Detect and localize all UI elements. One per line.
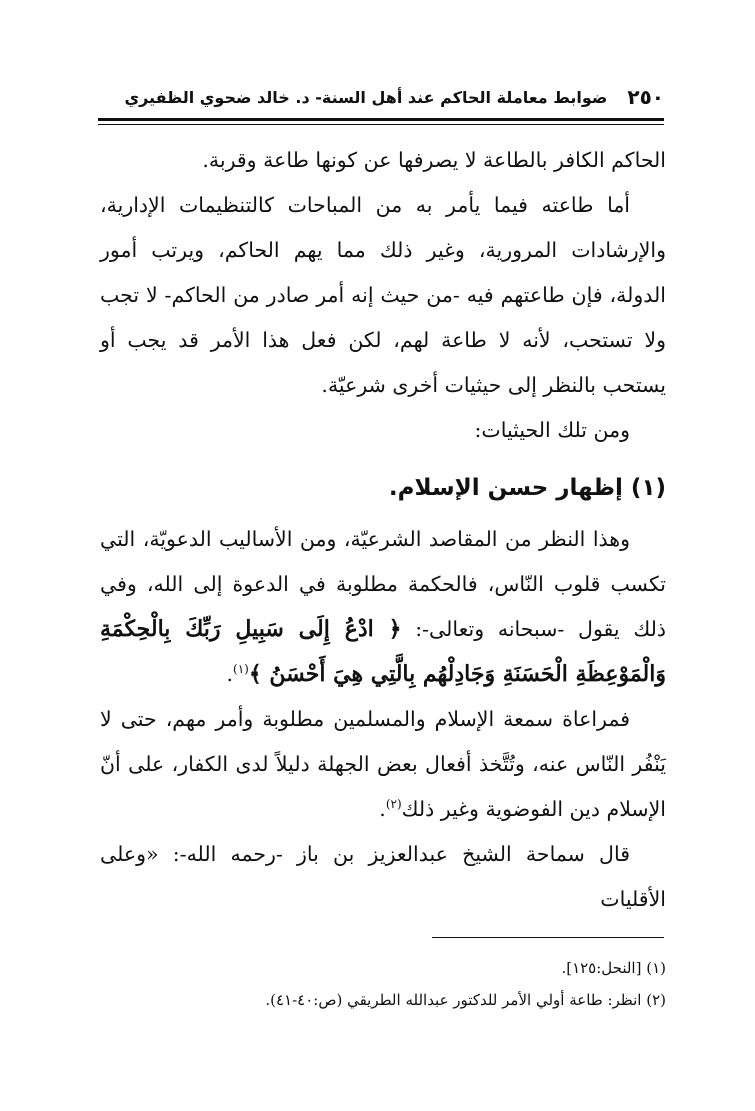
quran-verse: ﴿ ادْعُ إِلَى سَبِيلِ رَبِّكَ بِالْحِكْمَةِ وَالْمَوْعِظَةِ الْحَسَنَةِ وَجَادِلْهُم بِالَّتِي هِيَ أَحْسَنُ ﴾ [100, 616, 666, 687]
paragraph-4-text: وهذا النظر من المقاصد الشرعيّة، ومن الأساليب الدعويّة، التي تكسب قلوب النّاس، فالحكمة مطلوبة في الدعوة إلى الله، وفي ذلك يقول -سبحانه وتعالى-: [100, 527, 666, 641]
paragraph-6: قال سماحة الشيخ عبدالعزيز بن باز -رحمه الله-: «وعلى الأقليات [100, 842, 666, 911]
footnote-1: (١) [النحل:١٢٥]. [561, 959, 666, 977]
paragraph-4-end: . [226, 662, 234, 686]
paragraph-1: الحاكم الكافر بالطاعة لا يصرفها عن كونها طاعة وقربة. [202, 148, 666, 172]
paragraph-5-text: فمراعاة سمعة الإسلام والمسلمين مطلوبة وأمر مهم، حتى لا يَنْفُر النّاس عنه، وتُتَّخذ أفعال بعض الجهلة دليلاً لدى الكفار، على أنّ الإسلام دين الفوضوية وغير ذلك [100, 707, 666, 821]
paragraph-5-end: . [379, 797, 386, 821]
section-heading: (١) إظهار حسن الإسلام. [388, 475, 666, 501]
paragraph-3: ومن تلك الحيثيات: [474, 418, 630, 442]
footnotes [100, 952, 666, 1016]
running-title: ضوابط معاملة الحاكم عند أهل السنة- د. خالد ضحوي الظفيري [124, 87, 608, 107]
footnote-ref-2: (٢) [385, 797, 402, 812]
page-header [98, 82, 664, 112]
header-rule-thick [98, 118, 664, 121]
page-number: ٢٥٠ [627, 85, 664, 109]
paragraph-4 [100, 517, 666, 697]
footnote-2: (٢) انظر: طاعة أولي الأمر للدكتور عبدالله الطريقي (ص:٤٠-٤١). [265, 991, 666, 1009]
paragraph-2: أما طاعته فيما يأمر به من المباحات كالتنظيمات الإدارية، والإرشادات المرورية، وغير ذلك مما يهم الحاكم، ويرتب أمور الدولة، فإن طاعتهم فيه -من حيث إنه أمر صادر من الحاكم- لا تجب ولا تستحب، لأنه لا طاعة لهم، لكن فعل هذا الأمر قد يجب أو يستحب بالنظر إلى حيثيات أخرى شرعيّة. [100, 193, 666, 397]
footnote-ref-1: (١) [233, 662, 249, 677]
footnote-separator [432, 937, 664, 938]
paragraph-5 [100, 697, 666, 832]
body-text [100, 138, 666, 922]
header-rule-thin [98, 124, 664, 125]
